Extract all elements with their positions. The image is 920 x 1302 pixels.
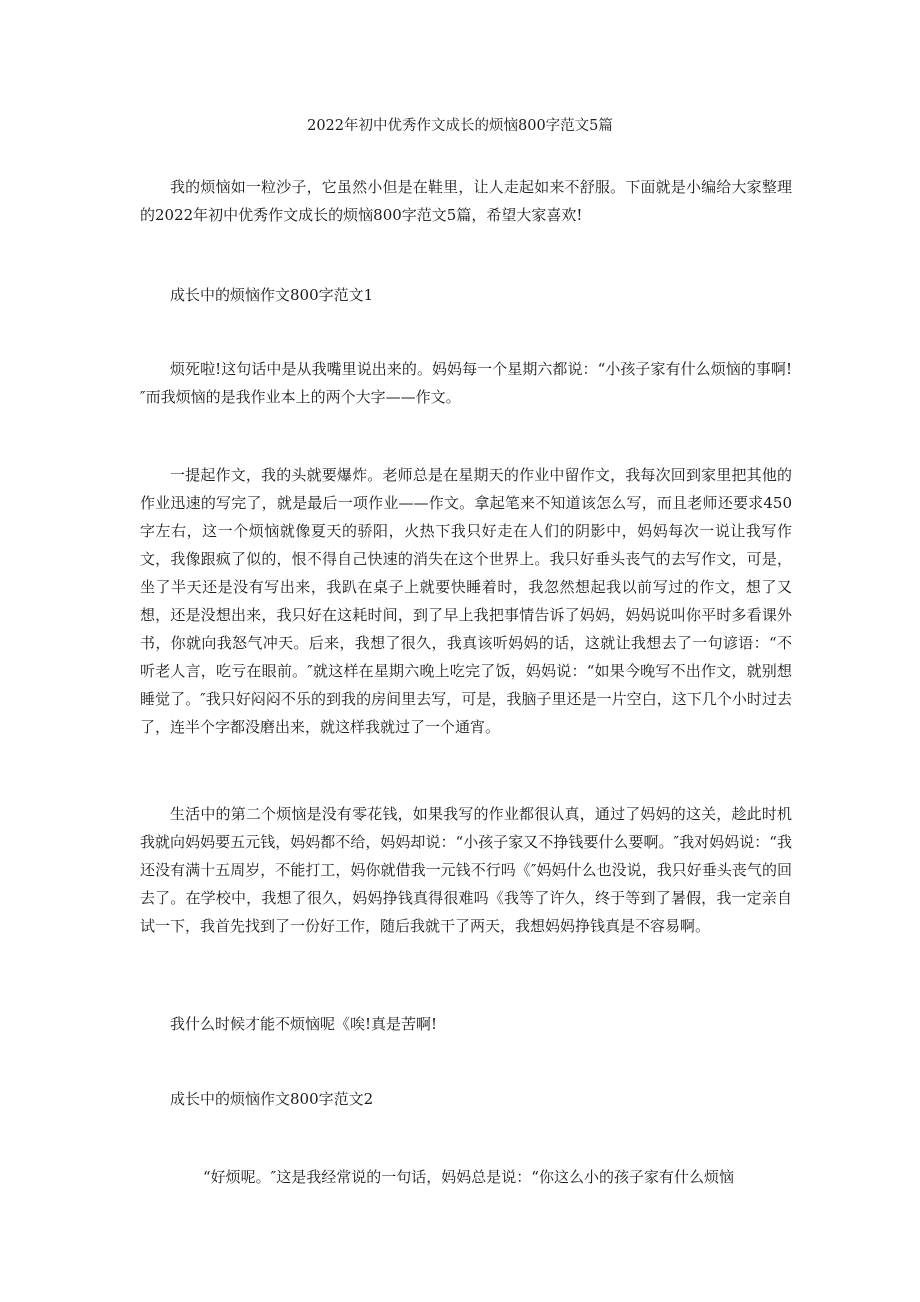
paragraph-1 bbox=[140, 355, 792, 411]
paragraph-2-text: 一提起作文，我的头就要爆炸。老师总是在星期天的作业中留作文，我每次回到家里把其他的作业迅速的写完了，就是最后一项作业——作文。拿起笔来不知道该怎么写，而且老师还要求450字左右，这一个烦恼就像夏天的骄阳，火热下我只好走在人们的阴影中，妈妈每次一说让我写作文，我像跟疯了似的，恨不得自己快速的消失在这个世界上。我只好垂头丧气的去写作文，可是，坐了半天还是没有写出来，我趴在桌子上就要快睡着时，我忽然想起我以前写过的作文，想了又想，还是没想出来，我只好在这耗时间，到了早上我把事情告诉了妈妈，妈妈说叫你平时多看课外书，你就向我怒气冲天。后来，我想了很久，我真该听妈妈的话，这就让我想去了一句谚语：“不听老人言，吃亏在眼前。″就这样在星期六晚上吃完了饭，妈妈说：“如果今晚写不出作文，就别想睡觉了。″我只好闷闷不乐的到我的房间里去写，可是，我脑子里还是一片空白，这下几个小时过去了，连半个字都没磨出来，就这样我就过了一个通宵。 bbox=[140, 466, 792, 736]
intro-text: 我的烦恼如一粒沙子，它虽然小但是在鞋里，让人走起如来不舒服。下面就是小编给大家整理的2022年初中优秀作文成长的烦恼800字范文5篇，希望大家喜欢! bbox=[140, 178, 792, 224]
paragraph-5-text: “好烦呢。″这是我经常说的一句话，妈妈总是说：“你这么小的孩子家有什么烦恼 bbox=[203, 1168, 734, 1186]
paragraph-1-text: 烦死啦!这句话中是从我嘴里说出来的。妈妈每一个星期六都说：“小孩子家有什么烦恼的事啊!″而我烦恼的是我作业本上的两个大字——作文。 bbox=[140, 360, 792, 406]
section-heading-2 bbox=[140, 1085, 792, 1113]
section-heading-2-text: 成长中的烦恼作文800字范文2 bbox=[170, 1090, 374, 1108]
paragraph-2 bbox=[140, 461, 792, 741]
section-heading-1 bbox=[140, 281, 792, 309]
paragraph-3-text: 生活中的第二个烦恼是没有零花钱，如果我写的作业都很认真，通过了妈妈的这关，趁此时机我就向妈妈要五元钱，妈妈都不给，妈妈却说：“小孩子家又不挣钱要什么要啊。″我对妈妈说：“我还没有满十五周岁，不能打工，妈你就借我一元钱不行吗《″妈妈什么也没说，我只好垂头丧气的回去了。在学校中，我想了很久，妈妈挣钱真得很难吗《我等了许久，终于等到了暑假，我一定亲自试一下，我首先找到了一份好工作，随后我就干了两天，我想妈妈挣钱真是不容易啊。 bbox=[140, 805, 792, 935]
paragraph-4 bbox=[140, 1010, 792, 1038]
document-title: 2022年初中优秀作文成长的烦恼800字范文5篇 bbox=[307, 118, 613, 134]
paragraph-5 bbox=[140, 1163, 792, 1191]
paragraph-4-text: 我什么时候才能不烦恼呢《唉!真是苦啊! bbox=[170, 1015, 438, 1033]
section-heading-1-text: 成长中的烦恼作文800字范文1 bbox=[170, 286, 374, 304]
intro-paragraph bbox=[140, 173, 792, 229]
paragraph-3 bbox=[140, 800, 792, 940]
